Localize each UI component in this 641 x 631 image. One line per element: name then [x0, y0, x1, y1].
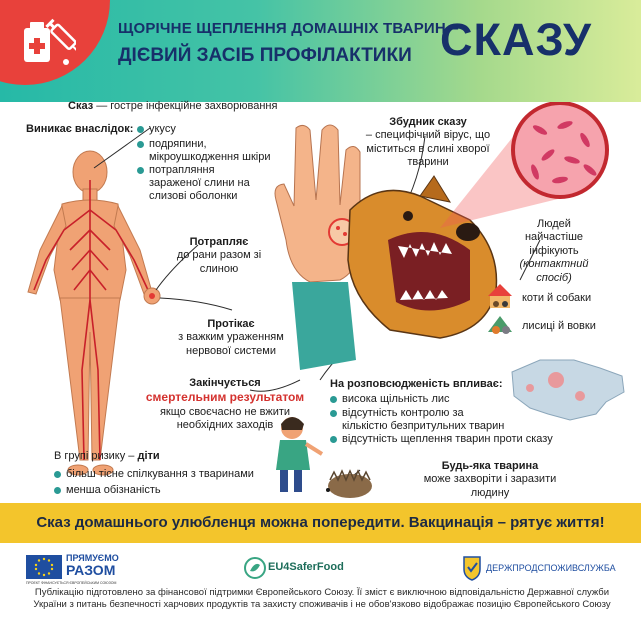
infectors-text: Людей найчастіше інфікують (контактний спосіб): [519, 218, 589, 284]
cause-item-scratch: подряпини, мікроушкодження шкіри: [137, 138, 277, 164]
risk-text: В групі ризику – діти: [54, 450, 160, 462]
vaccine-kit-icon: [18, 14, 76, 72]
dps-logo: ДЕРЖПРОДСПОЖИВСЛУЖБА: [462, 553, 622, 583]
definition-text: Сказ — гостре інфекційне захворювання: [68, 100, 278, 112]
eu-together-logo: ПРЯМУЄМО РАЗОМ ПРОЕКТ ФІНАНСУЄТЬСЯ ЄВРОПЕЙСЬКИМ СОЮЗОМ: [26, 553, 119, 585]
infector-foxes-wolves: лисиці й вовки: [522, 320, 596, 332]
banner-text: Сказ домашнього улюбленця можна попередити. Вакцинація – рятує життя!: [36, 514, 605, 531]
vaccination-banner: [0, 503, 641, 543]
cause-item-saliva: потрапляння зараженої слини на слизові оболонки: [137, 164, 257, 204]
header-banner: [0, 0, 641, 102]
factor-item-fox-density: висока щільність лис: [330, 393, 510, 406]
hand-illustration: [275, 125, 360, 282]
risk-item-contact: більш тісне спілкування з тваринами: [54, 468, 264, 481]
sleeve-illustration: [292, 282, 356, 370]
outcome-text: Закінчується смертельним результатом якщо своєчасно не вжити необхідних заходів: [145, 377, 305, 432]
factor-item-stray-control: відсутність контролю за кількістю безпритульних тварин: [330, 407, 510, 433]
risk-item-awareness: менша обізнаність: [54, 484, 264, 497]
eu-flag-icon: [26, 555, 62, 579]
title-main: СКАЗУ: [440, 14, 592, 65]
virus-magnified-icon: [513, 103, 607, 197]
causes-label: Виникає внаслідок:: [26, 123, 134, 135]
any-animal-text: Будь-яка тварина може захворіти і заразити людину: [423, 460, 557, 499]
title-line-2: ДІЄВИЙ ЗАСІБ ПРОФІЛАКТИКИ: [118, 45, 412, 66]
pathogen-text: Збудник сказу – специфічний вірус, що міститься в слині хворої тварини: [365, 116, 491, 169]
cause-item-bite: укусу: [137, 123, 237, 136]
eu4saferfood-logo: EU4SaferFood: [244, 553, 364, 583]
fox-wolf-icon: [488, 316, 512, 334]
disclaimer-text: Публікацію підготовлено за фінансової підтримки Європейського Союзу. Її зміст є виключною відповідальністю Державної служби України з питань безпечності харчових продуктів та захисту споживачів і не обов'язково відображає позицію Європейського Союзу: [33, 587, 611, 611]
factor-item-no-vaccination: відсутність щеплення тварин проти сказу: [330, 433, 560, 446]
ukraine-map-illustration: [512, 360, 624, 420]
title-line-1: ЩОРІЧНЕ ЩЕПЛЕННЯ ДОМАШНІХ ТВАРИН –: [118, 20, 459, 37]
dps-shield-icon: [462, 555, 482, 581]
hedgehog-illustration: [326, 471, 372, 498]
infector-cats-dogs: коти й собаки: [522, 292, 592, 304]
course-text: Протікає з важким ураженням нервової системи: [178, 318, 284, 357]
wound-text: Потрапляє до рани разом зі слиною: [176, 236, 262, 275]
factors-label: На розповсюдженість впливає:: [330, 378, 503, 390]
saferfood-leaf-icon: [244, 557, 266, 579]
